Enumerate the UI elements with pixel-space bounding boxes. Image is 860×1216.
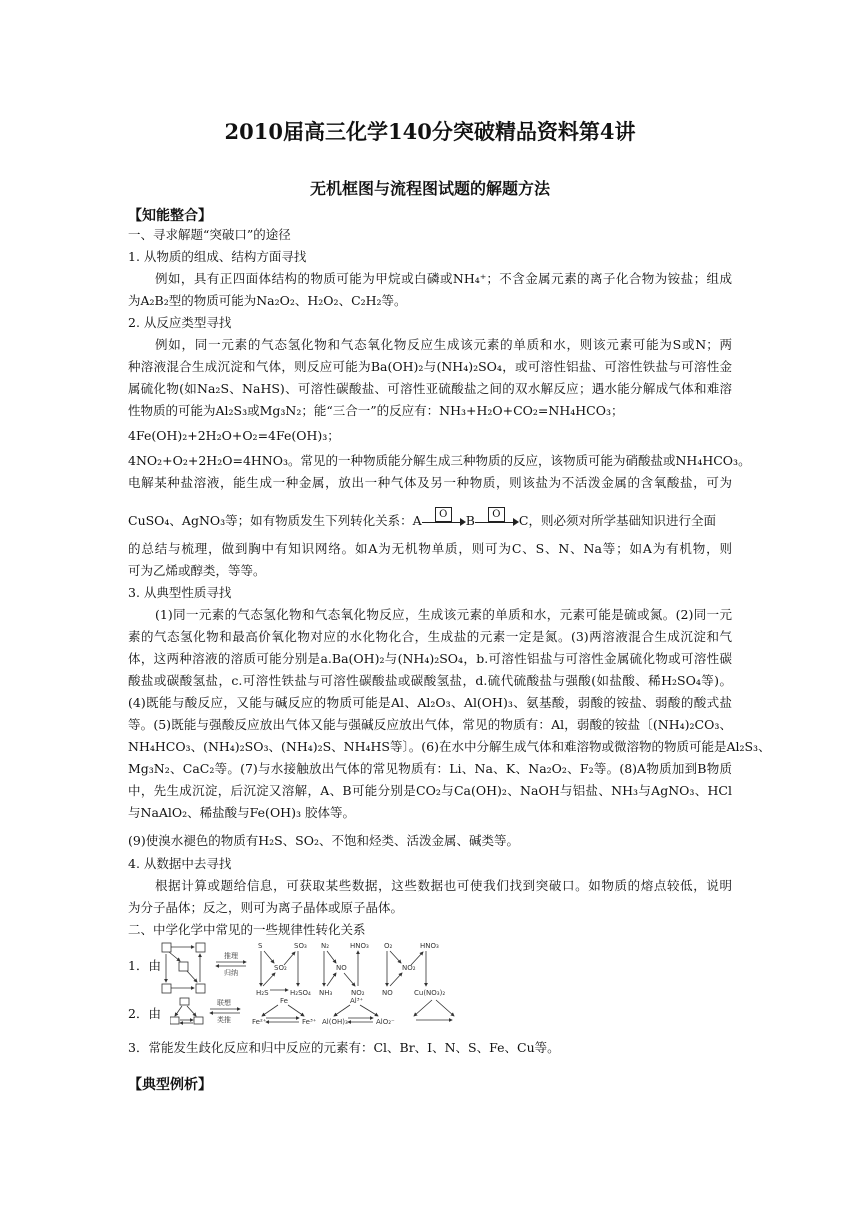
svg-text:NO₂: NO₂ (351, 989, 365, 997)
svg-text:NO₂: NO₂ (402, 964, 416, 972)
section-2-line-4: 性物质的可能为Al₂S₃或Mg₃N₂；能“三合一”的反应有：NH₃+H₂O+CO₂=NH₄HCO₃； (128, 403, 624, 418)
arrow-bottom-label-2: 类推 (217, 1016, 231, 1024)
svg-text:S: S (258, 942, 263, 950)
section-2-line-7: 电解某种盐溶液，能生成一种金属，放出一种气体及另一种物质，则该盐为不活泼金属的含氧酸盐，可为 (128, 475, 732, 490)
svg-text:Fe: Fe (280, 997, 288, 1005)
section-2-line-2: 种溶液混合生成沉淀和气体，则反应可能为Ba(OH)₂与(NH₄)₂SO₄，或可溶性铝盐、可溶性铁盐与可溶性金 (128, 359, 732, 374)
svg-text:Cu(NO₃)₂: Cu(NO₃)₂ (414, 989, 446, 997)
section-2-line-5: 4Fe(OH)₂+2H₂O+O₂=4Fe(OH)₃； (128, 428, 340, 443)
analogy-arrow (210, 998, 240, 1024)
generic-box-diagram (162, 943, 205, 993)
row-2-label: 2．由 (128, 1006, 161, 1021)
arrow-top-label: 推理 (224, 952, 238, 960)
svg-text:Fe³⁺: Fe³⁺ (302, 1018, 317, 1026)
sulfur-diagram (256, 942, 311, 997)
section-3-line-1: (1)同一元素的气态氢化物和气态氧化物反应，生成该元素的单质和水，元素可能是硫或氮。(2)同一元 (155, 607, 732, 622)
svg-text:NO: NO (336, 964, 347, 972)
section-1-line-2: 为A₂B₂型的物质可能为Na₂O₂、H₂O₂、C₂H₂等。 (128, 293, 407, 308)
line-8-part-b: B (465, 513, 475, 528)
section-3-line-5: (4)既能与酸反应，又能与碱反应的物质可能是Al、Al₂O₃、Al(OH)₃、氨基酸，弱酸的铵盐、弱酸的酸式盐 (128, 695, 732, 710)
row-1-label: 1．由 (128, 958, 161, 973)
part1-heading: 一、寻求解题“突破口”的途径 (128, 227, 291, 242)
nitrogen-diagram (319, 942, 369, 997)
document-subtitle: 无机框图与流程图试题的解题方法 (309, 179, 550, 198)
line-8-part-a: CuSO₄、AgNO₃等；如有物质发生下列转化关系：A (128, 513, 422, 528)
knowledge-heading: 【知能整合】 (128, 208, 212, 224)
section-2-line-10: 可为乙烯或醇类，等等。 (128, 563, 266, 578)
arrow-bottom-label: 归纳 (224, 969, 238, 977)
oxidation-arrow-1 (422, 509, 466, 527)
line-8-part-c: C，则必须对所学基础知识进行全面 (518, 513, 716, 528)
conversion-diagram-2 (170, 996, 460, 1026)
svg-text:NH₃: NH₃ (319, 989, 333, 997)
section-2-line-9: 的总结与梳理，做到胸中有知识网络。如A为无机物单质，则可为C、S、N、Na等；如A为有机物，则 (128, 541, 732, 556)
svg-text:SO₃: SO₃ (294, 942, 307, 950)
section-3-line-10: 与NaAlO₂、稀盐酸与Fe(OH)₃ 胶体等。 (128, 805, 355, 820)
svg-text:AlO₂⁻: AlO₂⁻ (376, 1018, 395, 1026)
svg-text:Al³⁺: Al³⁺ (350, 997, 364, 1005)
section-2-line-8 (128, 509, 732, 529)
conversion-diagram-1 (158, 940, 450, 998)
section-3-line-8: Mg₃N₂、CaC₂等。(7)与水接触放出气体的常见物质有：Li、Na、K、Na₂O₂、F₂等。(8)A物质加到B物质 (128, 761, 732, 776)
section-3-line-9: 中，先生成沉淀，后沉淀又溶解，A、B可能分别是CO₂与Ca(OH)₂、NaOH与铝盐、NH₃与AgNO₃、HCl (128, 783, 732, 798)
section-1-title: 1. 从物质的组成、结构方面寻找 (128, 249, 307, 264)
generic-triangle (170, 998, 203, 1024)
reasoning-arrow (216, 951, 246, 977)
section-3-line-6: 等。(5)既能与强酸反应放出气体又能与强碱反应放出气体，常见的物质有：Al，弱酸的铵盐〔(NH₄)₂CO₃、 (128, 717, 732, 732)
row-3: 3．常能发生歧化反应和归中反应的元素有：Cl、Br、I、N、S、Fe、Cu等。 (128, 1040, 560, 1055)
oxygen-box-2: O (488, 507, 505, 522)
nitric-acid-diagram (382, 942, 445, 997)
svg-text:SO₂: SO₂ (274, 964, 287, 972)
section-3-title: 3. 从典型性质寻找 (128, 585, 232, 600)
document-title: 2010届高三化学140分突破精品资料第4讲 (224, 119, 636, 144)
section-3-line-4: 酸盐或碳酸氢盐，c.可溶性铁盐与可溶性碳酸盐或碳酸氢盐，d.硫代硫酸盐与强酸(如盐酸、稀H₂SO₄等)。 (128, 673, 732, 688)
iron-triangle (252, 997, 317, 1026)
svg-text:N₂: N₂ (321, 942, 330, 950)
aluminium-triangle (322, 997, 395, 1026)
arrow-top-label-2: 联想 (217, 999, 231, 1007)
svg-text:NO: NO (382, 989, 393, 997)
svg-text:Al(OH)₃: Al(OH)₃ (322, 1018, 348, 1026)
svg-text:O₂: O₂ (384, 942, 393, 950)
section-4-line-2: 为分子晶体；反之，则可为离子晶体或原子晶体。 (128, 900, 404, 915)
svg-text:HNO₃: HNO₃ (420, 942, 439, 950)
svg-text:H₂S: H₂S (256, 989, 269, 997)
section-4-line-1: 根据计算或题给信息，可获取某些数据，这些数据也可使我们找到突破口。如物质的熔点较低，说明 (155, 878, 732, 893)
blank-triangle (414, 1000, 454, 1020)
section-2-title: 2. 从反应类型寻找 (128, 315, 232, 330)
section-2-line-3: 属硫化物(如Na₂S、NaHS)、可溶性碳酸盐、可溶性亚硫酸盐之间的双水解反应；遇水能分解成气体和难溶 (128, 381, 732, 396)
examples-heading: 【典型例析】 (128, 1077, 212, 1093)
section-2-line-1: 例如，同一元素的气态氢化物和气态氧化物反应生成该元素的单质和水，则该元素可能为S或N；两 (155, 337, 732, 352)
svg-text:Fe²⁺: Fe²⁺ (252, 1018, 267, 1026)
svg-text:HNO₃: HNO₃ (350, 942, 369, 950)
section-1-line-1: 例如，具有正四面体结构的物质可能为甲烷或白磷或NH₄⁺；不含金属元素的离子化合物为铵盐；组成 (155, 271, 732, 286)
section-3-line-3: 体，这两种溶液的溶质可能分别是a.Ba(OH)₂与(NH₄)₂SO₄，b.可溶性铝盐与可溶性金属硫化物或可溶性碳 (128, 651, 732, 666)
svg-text:H₂SO₄: H₂SO₄ (290, 989, 311, 997)
oxygen-box-1: O (435, 507, 452, 522)
section-3-line-11: (9)使溴水褪色的物质有H₂S、SO₂、不饱和烃类、活泼金属、碱类等。 (128, 833, 520, 848)
section-3-line-7: NH₄HCO₃、(NH₄)₂SO₃、(NH₄)₂S、NH₄HS等〕。(6)在水中分解生成气体和难溶物或微溶物的物质可能是Al₂S₃、 (128, 739, 771, 754)
section-4-title: 4. 从数据中去寻找 (128, 856, 232, 871)
section-3-line-2: 素的气态氢化物和最高价氧化物对应的水化物化合，生成盐的元素一定是氮。(3)两溶液混合生成沉淀和气 (128, 629, 732, 644)
oxidation-arrow-2 (475, 509, 519, 527)
part2-heading: 二、中学化学中常见的一些规律性转化关系 (128, 922, 366, 937)
section-2-line-6: 4NO₂+O₂+2H₂O=4HNO₃。常见的一种物质能分解生成三种物质的反应，该物质可能为硝酸盐或NH₄HCO₃。 (128, 453, 751, 468)
